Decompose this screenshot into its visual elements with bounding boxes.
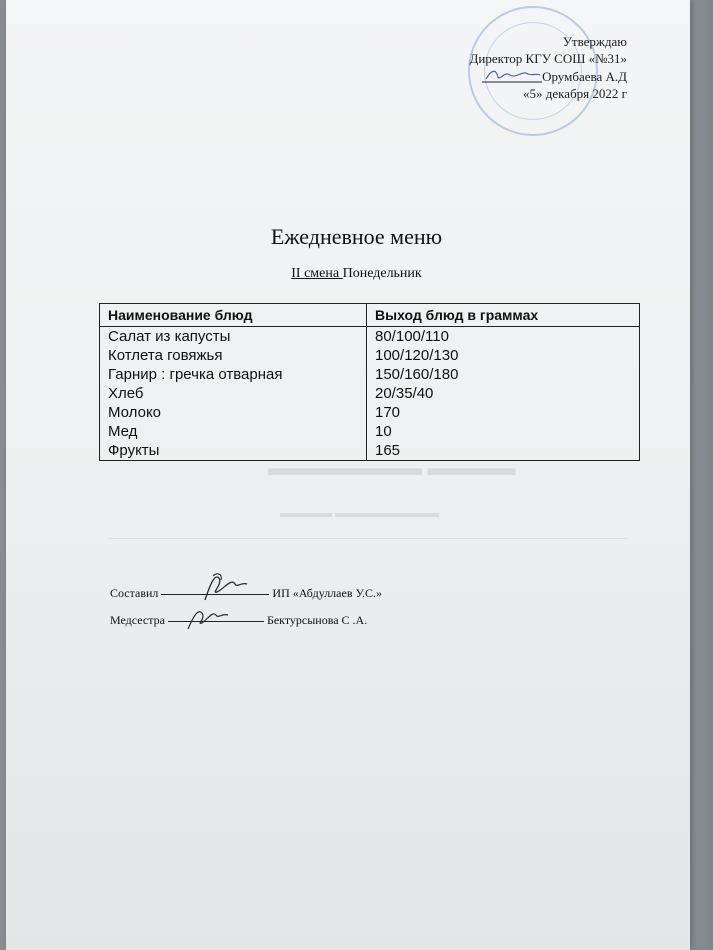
approval-line-3 bbox=[470, 67, 627, 86]
nurse-line bbox=[110, 613, 367, 628]
nurse-label: Медсестра bbox=[110, 613, 165, 627]
portion-value: 100/120/130 bbox=[375, 347, 459, 364]
table-header-row bbox=[100, 304, 640, 327]
menu-table bbox=[99, 303, 640, 461]
compiled-name: ИП «Абдуллаев У.С.» bbox=[272, 586, 383, 600]
page-subtitle bbox=[0, 266, 713, 282]
portion-value: 10 bbox=[375, 423, 392, 440]
director-name: Орумбаева А.Д bbox=[542, 69, 627, 84]
portion-value: 80/100/110 bbox=[375, 328, 449, 345]
show-through-subtitle: ▬▬▬▬ ▬▬▬▬▬▬▬▬ bbox=[280, 505, 440, 520]
dish-name: Фрукты bbox=[108, 442, 160, 459]
portion-value: 20/35/40 bbox=[375, 385, 434, 402]
compiled-by-line bbox=[110, 586, 382, 601]
shift-label: II смена bbox=[291, 266, 343, 281]
dish-name: Гарнир : гречка отварная bbox=[108, 366, 283, 383]
portion-column bbox=[367, 327, 640, 461]
approval-line-2: Директор КГУ СОШ «№31» bbox=[469, 50, 627, 66]
nurse-signature bbox=[168, 621, 264, 622]
approval-date: «5» декабря 2022 г bbox=[523, 85, 627, 101]
compiled-signature bbox=[161, 594, 269, 595]
dish-name: Молоко bbox=[108, 404, 162, 421]
director-signature bbox=[482, 67, 542, 83]
dish-name: Хлеб bbox=[108, 385, 144, 402]
table-row bbox=[100, 327, 640, 461]
page-title: Ежедневное меню bbox=[270, 224, 443, 249]
header-dish: Наименование блюд bbox=[100, 304, 367, 327]
portion-value: 150/160/180 bbox=[375, 366, 459, 383]
nurse-signature-scribble bbox=[168, 605, 264, 631]
compiled-label: Составил bbox=[110, 586, 159, 600]
portion-value: 170 bbox=[375, 404, 401, 421]
dish-name: Мед bbox=[108, 423, 138, 440]
approval-block bbox=[470, 34, 627, 102]
dish-name: Салат из капусты bbox=[108, 328, 231, 345]
portion-value: 165 bbox=[375, 442, 401, 459]
day-label: Понедельник bbox=[342, 266, 422, 281]
show-through-title: ▬▬▬▬▬▬▬ ▬▬▬▬ bbox=[268, 455, 516, 480]
dish-name: Котлета говяжья bbox=[108, 347, 223, 364]
header-portion: Выход блюд в граммах bbox=[367, 304, 640, 327]
compiled-signature-scribble bbox=[161, 572, 269, 602]
nurse-name: Бектурсынова С .А. bbox=[266, 613, 368, 627]
approval-line-1: Утверждаю bbox=[562, 34, 627, 49]
dish-column bbox=[100, 327, 367, 461]
